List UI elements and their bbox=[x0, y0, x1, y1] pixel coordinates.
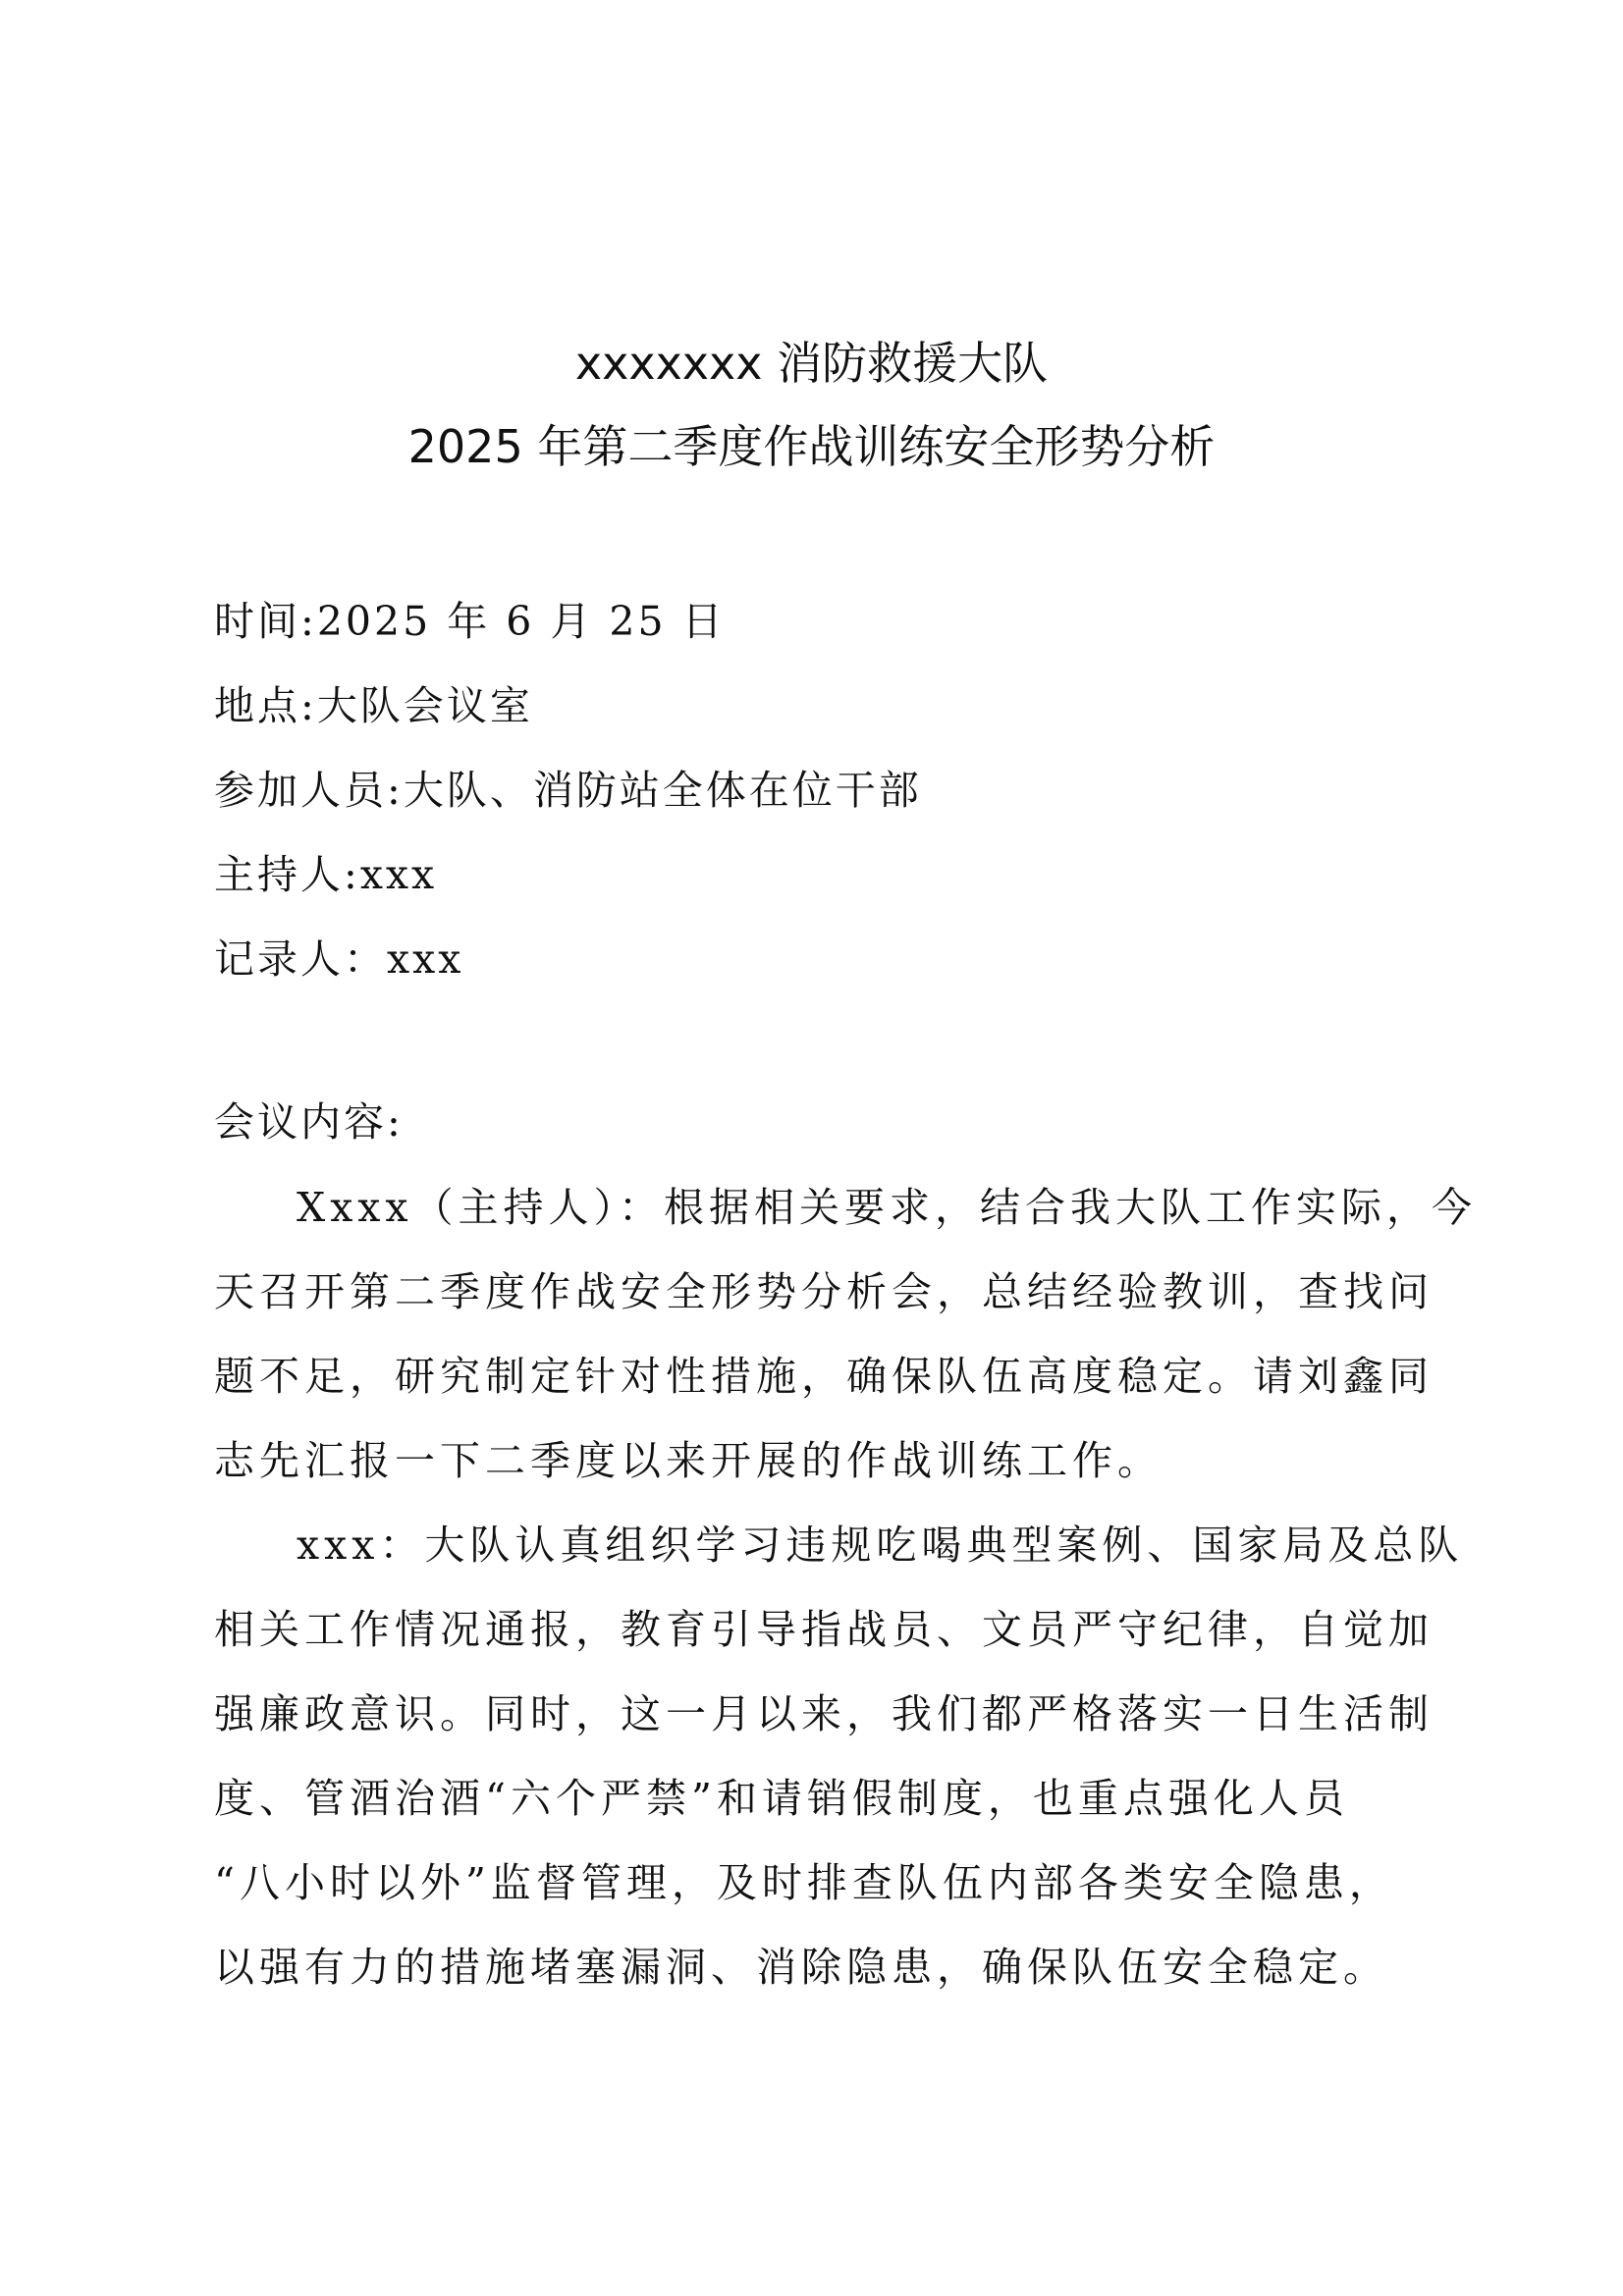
meeting-participants: 参加人员:大队、消防站全体在位干部 bbox=[214, 767, 922, 814]
paragraph-line: 度、管酒治酒“六个严禁”和请销假制度，也重点强化人员 bbox=[214, 1775, 1349, 1822]
meeting-recorder: 记录人：xxx bbox=[214, 935, 464, 983]
paragraph-line: xxx：大队认真组织学习违规吃喝典型案例、国家局及总队 bbox=[297, 1522, 1464, 1569]
meeting-time: 时间:2025 年 6 月 25 日 bbox=[214, 598, 726, 645]
meeting-meta bbox=[214, 579, 1432, 1001]
meeting-content-label: 会议内容: bbox=[214, 1098, 404, 1146]
title-line-unit: xxxxxxx 消防救援大队 bbox=[574, 337, 1049, 390]
paragraph-line: “八小时以外”监督管理，及时排查队伍内部各类安全隐患， bbox=[214, 1859, 1394, 1906]
paragraph-line: Xxxx（主持人）：根据相关要求，结合我大队工作实际，今 bbox=[297, 1184, 1478, 1231]
title-line-subject: 2025 年第二季度作战训练安全形势分析 bbox=[407, 420, 1216, 473]
paragraph-line: 强廉政意识。同时，这一月以来，我们都严格落实一日生活制 bbox=[214, 1690, 1434, 1737]
paragraph-line: 以强有力的措施堵塞漏洞、消除隐患，确保队伍安全稳定。 bbox=[214, 1944, 1388, 1991]
paragraph-line: 志先汇报一下二季度以来开展的作战训练工作。 bbox=[214, 1437, 1163, 1484]
meeting-host: 主持人:xxx bbox=[214, 851, 438, 898]
paragraph-report bbox=[214, 1503, 1464, 2009]
paragraph-line: 题不足，研究制定针对性措施，确保队伍高度稳定。请刘鑫同 bbox=[214, 1353, 1434, 1400]
paragraph-line: 相关工作情况通报，教育引导指战员、文员严守纪律，自觉加 bbox=[214, 1606, 1434, 1653]
paragraph-host-remarks bbox=[214, 1165, 1478, 1503]
paragraph-line: 天召开第二季度作战安全形势分析会，总结经验教训，查找问 bbox=[214, 1268, 1434, 1315]
meeting-place: 地点:大队会议室 bbox=[214, 682, 533, 729]
document-title bbox=[0, 322, 1623, 489]
